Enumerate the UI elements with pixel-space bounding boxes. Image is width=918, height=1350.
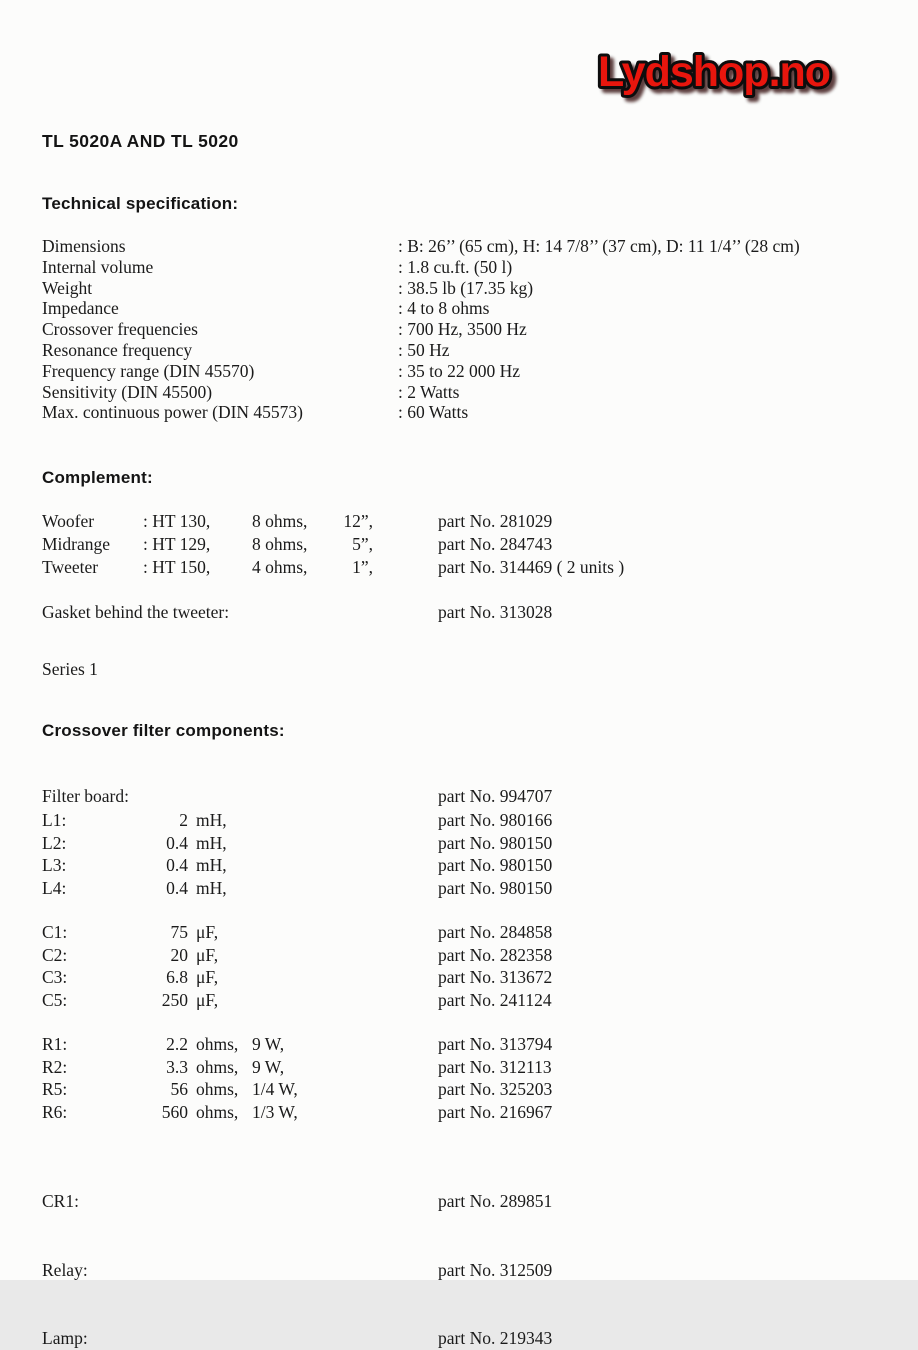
component-label: R5: [42, 1079, 68, 1100]
component-label: R6: [42, 1102, 68, 1123]
spec-label: Max. continuous power (DIN 45573) [42, 402, 303, 423]
resistor-list [42, 1034, 876, 1125]
part-number: part No. 282358 [438, 944, 553, 965]
capacitor-row-c5 [42, 990, 876, 1013]
complement-row-midrange [42, 534, 876, 557]
component-label: R2: [42, 1056, 68, 1077]
part-number: part No. 325203 [438, 1079, 553, 1100]
spec-row-internal-volume [42, 257, 876, 278]
resistor-row-r6 [42, 1102, 876, 1125]
component-value: 2 [179, 810, 188, 830]
part-number: part No. 219343 [438, 1328, 553, 1348]
component-value: 3.3 [166, 1056, 188, 1077]
component-power: 9 W, [252, 1056, 285, 1077]
inductor-row-l2 [42, 833, 876, 856]
page-title: TL 5020A AND TL 5020 [42, 131, 239, 151]
component-value: 2.2 [166, 1034, 188, 1054]
lydshop-logo-graphic [592, 36, 892, 112]
spec-value: : 700 Hz, 3500 Hz [398, 319, 527, 340]
component-label: L2: [42, 832, 67, 853]
filter-board-row [42, 786, 876, 808]
spec-value: : 2 Watts [398, 381, 460, 402]
inductor-row-l4 [42, 878, 876, 901]
component-label: C3: [42, 967, 68, 988]
part-number: part No. 313672 [438, 967, 553, 988]
part-number: part No. 980150 [438, 878, 553, 899]
component-label: R1: [42, 1034, 68, 1054]
tech-spec-heading: Technical specification: [42, 194, 239, 213]
driver-name: Tweeter [42, 557, 99, 577]
lydshop-logo [592, 36, 892, 112]
component-unit: μF, [196, 967, 219, 988]
spec-row-weight [42, 278, 876, 299]
spec-value: : 50 Hz [398, 339, 450, 360]
part-number: part No. 980150 [438, 855, 553, 876]
component-unit: ohms, [196, 1034, 239, 1054]
component-value: 0.4 [166, 832, 188, 853]
part-number: part No. 289851 [438, 1191, 553, 1211]
component-value: 250 [161, 990, 188, 1011]
tech-spec-list [42, 236, 876, 423]
component-label: CR1: [42, 1191, 79, 1211]
component-label: L1: [42, 810, 67, 830]
resistor-row-r1 [42, 1034, 876, 1057]
complement-row-woofer [42, 511, 876, 534]
relay-row [42, 1260, 876, 1282]
part-number: part No. 313028 [438, 602, 553, 622]
component-label: C2: [42, 944, 68, 965]
component-unit: mH, [196, 855, 227, 876]
driver-size: 12”, [343, 511, 373, 531]
spec-row-sensitivity [42, 382, 876, 403]
spec-label: Crossover frequencies [42, 319, 198, 340]
component-unit: mH, [196, 810, 227, 830]
capacitor-row-c3 [42, 967, 876, 990]
spec-value: : B: 26’’ (65 cm), H: 14 7/8’’ (37 cm), D: 11 1/4’’ (28 cm) [398, 236, 800, 256]
component-unit: μF, [196, 990, 219, 1011]
capacitor-list [42, 922, 876, 1013]
spec-row-dimensions [42, 236, 876, 257]
component-power: 1/4 W, [252, 1079, 298, 1100]
part-number: part No. 312509 [438, 1260, 553, 1280]
component-label: L4: [42, 878, 67, 899]
component-value: 560 [161, 1102, 188, 1123]
spec-row-frequency-range [42, 361, 876, 382]
lamp-row [42, 1328, 876, 1350]
part-number: part No. 312113 [438, 1056, 552, 1077]
component-value: 0.4 [166, 855, 188, 876]
spec-row-max-power [42, 402, 876, 423]
part-number: part No. 216967 [438, 1102, 553, 1123]
spec-label: Sensitivity (DIN 45500) [42, 381, 213, 402]
component-unit: mH, [196, 878, 227, 899]
component-label: Lamp: [42, 1328, 88, 1348]
driver-impedance: 4 ohms, [252, 557, 308, 577]
part-number: part No. 313794 [438, 1034, 553, 1054]
spec-label: Weight [42, 277, 93, 298]
component-unit: mH, [196, 832, 227, 853]
lydshop-logo-text: Lydshop.no [598, 48, 831, 96]
spec-row-resonance-frequency [42, 340, 876, 361]
resistor-row-r5 [42, 1079, 876, 1102]
component-unit: ohms, [196, 1079, 239, 1100]
part-number: part No. 980150 [438, 832, 553, 853]
spec-value: : 4 to 8 ohms [398, 298, 490, 319]
spec-value: : 38.5 lb (17.35 kg) [398, 277, 534, 298]
driver-model: : HT 130, [143, 511, 211, 531]
gasket-label: Gasket behind the tweeter: [42, 602, 230, 622]
spec-label: Resonance frequency [42, 339, 193, 360]
spec-label: Impedance [42, 298, 119, 319]
spec-row-impedance [42, 298, 876, 319]
capacitor-row-c1 [42, 922, 876, 945]
inductor-row-l1 [42, 810, 876, 833]
complement-heading: Complement: [42, 468, 153, 487]
part-number: part No. 281029 [438, 511, 553, 531]
capacitor-row-c2 [42, 945, 876, 968]
component-value: 6.8 [166, 967, 188, 988]
component-power: 9 W, [252, 1034, 285, 1054]
component-unit: ohms, [196, 1102, 239, 1123]
complement-list [42, 511, 876, 580]
gasket-row [42, 602, 876, 624]
complement-row-tweeter [42, 557, 876, 580]
component-label: L3: [42, 855, 67, 876]
component-value: 20 [170, 944, 188, 965]
series-label: Series 1 [42, 659, 98, 679]
spec-value: : 35 to 22 000 Hz [398, 360, 521, 381]
part-number: part No. 284858 [438, 922, 553, 942]
spec-label: Frequency range (DIN 45570) [42, 360, 255, 381]
spec-value: : 60 Watts [398, 402, 469, 423]
part-number: part No. 284743 [438, 534, 553, 554]
driver-size: 1”, [352, 557, 373, 577]
driver-impedance: 8 ohms, [252, 534, 308, 554]
component-unit: μF, [196, 944, 219, 965]
resistor-row-r2 [42, 1057, 876, 1080]
driver-impedance: 8 ohms, [252, 511, 308, 531]
component-label: C1: [42, 922, 68, 942]
part-number: part No. 980166 [438, 810, 553, 830]
part-number: part No. 314469 ( 2 units ) [438, 557, 625, 577]
component-label: C5: [42, 990, 68, 1011]
spec-row-crossover-frequencies [42, 319, 876, 340]
driver-name: Midrange [42, 534, 111, 554]
component-label: Relay: [42, 1260, 88, 1280]
cr1-row [42, 1191, 876, 1213]
component-value: 0.4 [166, 878, 188, 899]
component-unit: μF, [196, 922, 219, 942]
driver-size: 5”, [352, 534, 373, 554]
inductor-list [42, 810, 876, 901]
driver-model: : HT 150, [143, 557, 211, 577]
part-number: part No. 241124 [438, 990, 552, 1011]
spec-value: : 1.8 cu.ft. (50 l) [398, 256, 513, 277]
component-unit: ohms, [196, 1056, 239, 1077]
inductor-row-l3 [42, 855, 876, 878]
crossover-heading: Crossover filter components: [42, 721, 285, 740]
spec-label: Dimensions [42, 236, 126, 256]
part-number: part No. 994707 [438, 786, 553, 806]
spec-label: Internal volume [42, 256, 154, 277]
component-value: 56 [170, 1079, 188, 1100]
driver-model: : HT 129, [143, 534, 211, 554]
driver-name: Woofer [42, 511, 95, 531]
component-value: 75 [170, 922, 188, 942]
filter-board-label: Filter board: [42, 786, 129, 806]
component-power: 1/3 W, [252, 1102, 298, 1123]
